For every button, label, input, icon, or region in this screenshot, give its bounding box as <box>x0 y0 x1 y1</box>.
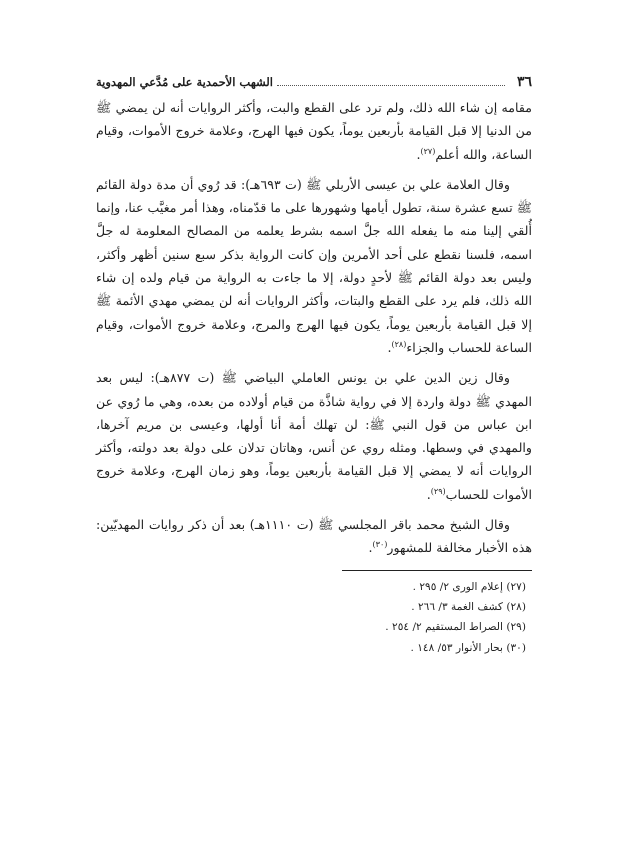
text-line: جاءت به الرواية من قيام ولده إن شاء الله ذلك، فلم يرد على القطع والبتات، <box>96 270 532 309</box>
header-title: الشهب الأحمدية على مُدَّعي المهدوية <box>96 75 273 89</box>
footnote-item: (٢٩) الصراط المستقيم ٢/ ٢٥٤ . <box>385 621 526 634</box>
text-line: دولة القائم ﷺ تسع عشرة سنة، تطول أيامها وشهورها على ما قدّمناه، وهذا <box>96 176 532 216</box>
text-line-last: المهديّين: هذه الأخبار مخالفة للمشهور <box>96 517 532 556</box>
footnote-item: (٣٠) بحار الأنوار ٥٣/ ١٤٨ . <box>410 641 526 654</box>
footnote-reference: (٢٨) <box>391 339 407 349</box>
paragraph <box>96 96 532 166</box>
sentence-end: . <box>426 486 431 502</box>
text-line: رُوي عن ابن عباس من قول النبي ﷺ: لن تهلك أمة أنا أولها، وعيسى بن مريم <box>96 393 532 432</box>
text-line: ﷺ من الدنيا إلا قبل القيامة بأربعين يوماً، يكون فيها الهرج، وعلامة خروج <box>96 100 532 139</box>
text-line: وقال العلامة علي بن عيسى الأربلي ﷺ (ت ٦٩٣هـ): قد رُوي أن مدة <box>156 176 510 192</box>
paragraph-gap <box>96 166 532 173</box>
text-line: وقال الشيخ محمد باقر المجلسي ﷺ (ت ١١١٠هـ) بعد أن ذكر روايات <box>148 517 510 533</box>
text-line: دولته، وأكثر الروايات أنه لا يمضي إلا قبل القيامة بأربعين يوماً، وهو زمان <box>96 440 533 479</box>
body-text <box>96 96 532 560</box>
paragraph <box>96 366 532 506</box>
footnote-separator <box>342 570 532 571</box>
paragraph <box>96 173 532 359</box>
text-line: بعد المهدي ﷺ دولة واردة إلا في رواية شاذَّة من قيام أولاده من بعده، وهي ما <box>96 370 532 409</box>
page-number: ٣٦ <box>516 74 532 90</box>
sentence-end: . <box>416 146 421 162</box>
text-line: أمر مغيَّب عنا، وإنما أُلقي إلينا منه ما يفعله الله جلَّ اسمه بشرط يعلمه من <box>96 200 532 239</box>
text-line: آخرها، والمهدي في وسطها. ومثله روي عن أنس، وهاتان تدلان على دولة بعد <box>96 416 532 456</box>
header-dot-leader <box>277 75 505 86</box>
paragraph-gap <box>96 506 532 513</box>
text-line: يكون فيها الهرج والمرج، وعلامة خروج الأموات، وقيام الساعة للحساب <box>96 316 532 355</box>
text-line: بذكر سبع سنين أظهر وأكثر، وليس بعد دولة القائم ﷺ لأحدٍ دولة، إلا ما <box>96 246 532 286</box>
footnote-reference: (٣٠) <box>372 540 388 550</box>
text-line: مقامه إن شاء الله ذلك، ولم ترد على القطع والبت، وأكثر الروايات أنه لن يمضي <box>115 100 533 115</box>
footnote-reference: (٢٩) <box>430 486 446 496</box>
text-line: وأكثر الروايات أنه لن يمضي مهدي الأئمة ﷺ إلا قبل القيامة بأربعين يوماً، <box>96 293 532 332</box>
paragraph-gap <box>96 359 532 366</box>
text-line: وقال زين الدين علي بن يونس العاملي البياضي ﷺ (ت ٨٧٧هـ): ليس <box>119 370 510 386</box>
text-line: المصالح المعلومة له جلَّ اسمه، فلسنا نقطع على أحد الأمرين وإن كانت الرواية <box>96 223 532 262</box>
sentence-end: . <box>368 540 373 556</box>
footnote-item: (٢٨) كشف الغمة ٣/ ٢٦٦ . <box>411 600 526 613</box>
footnote-reference: (٢٧) <box>420 146 436 156</box>
text-line-last: الهرج، وعلامة خروج الأموات للحساب <box>96 463 532 502</box>
sentence-end: . <box>387 339 392 355</box>
book-page <box>96 74 532 658</box>
running-header <box>96 74 532 96</box>
footnote-item: (٢٧) إعلام الورى ٢/ ٢٩٥ . <box>412 580 526 593</box>
text-line-last: والجزاء <box>406 339 445 355</box>
paragraph <box>96 513 532 560</box>
text-line-last: الأموات، وقيام الساعة، والله أعلم <box>96 123 532 162</box>
footnotes <box>96 577 532 658</box>
